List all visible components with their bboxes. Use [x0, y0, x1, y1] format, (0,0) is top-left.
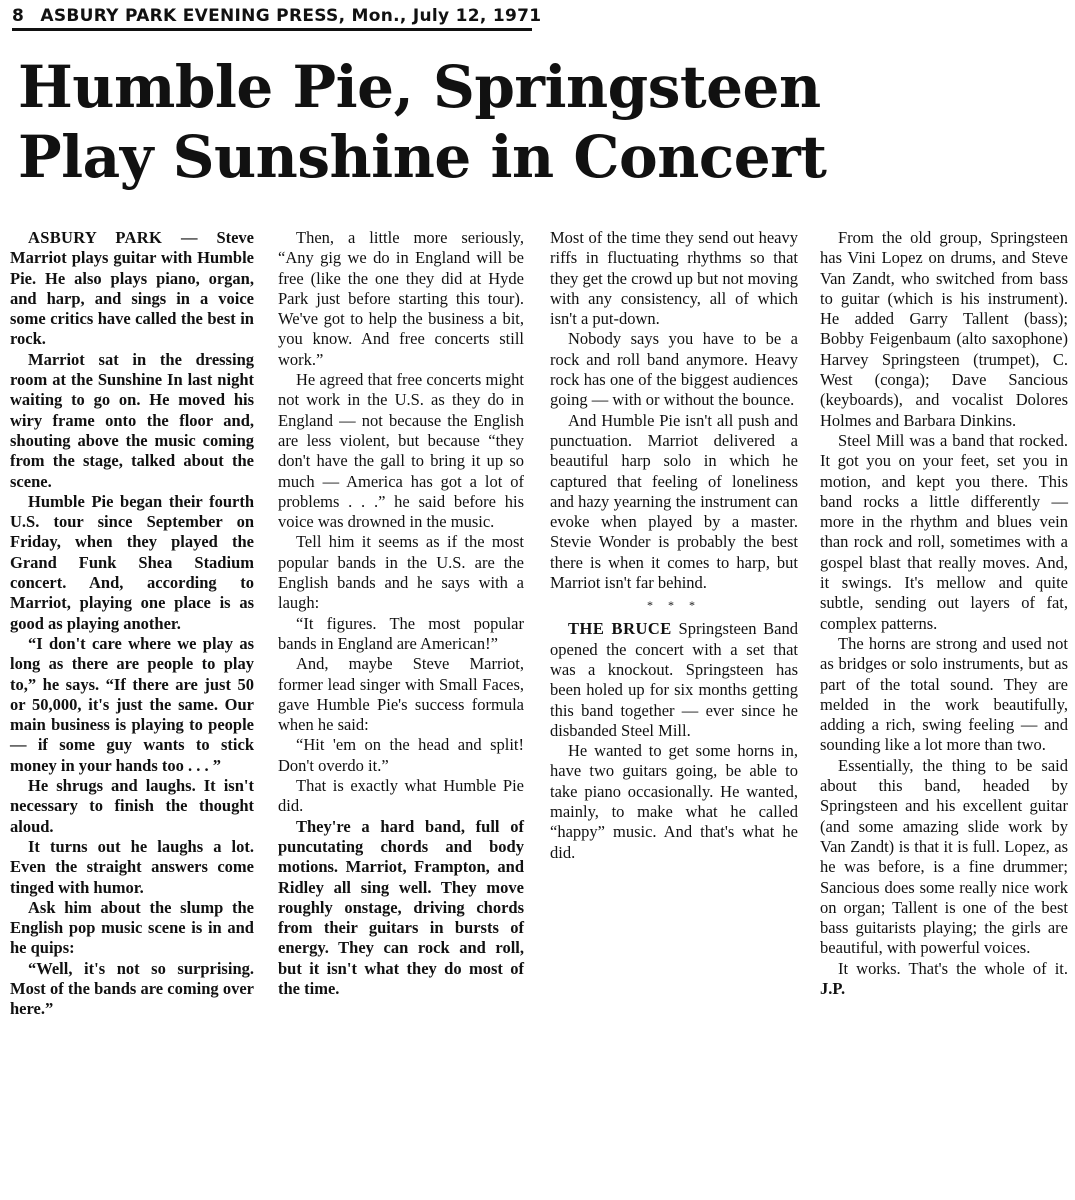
- newspaper-name: ASBURY PARK EVENING PRESS,: [40, 6, 346, 26]
- issue-date: Mon., July 12, 1971: [351, 6, 542, 26]
- byline-initials: J.P.: [820, 978, 846, 998]
- masthead: [12, 6, 542, 31]
- paragraph: The horns are strong and used not as bridges or solo instruments, but as part of the total sound. They are melded in the work beautifully, adding a rich, swing feeling — and sounding like a lot more than two.: [820, 633, 1068, 755]
- paragraph: He agreed that free concerts might not work in the U.S. as they do in England — not because the English are less violent, but because “they don't have the gall to bring it up so much — America has got a lot of problems . . .” he said before his voice was drowned in the music.: [278, 370, 524, 532]
- section-kicker: THE BRUCE: [568, 619, 672, 639]
- article-column-4: [820, 228, 1068, 999]
- paragraph: And Humble Pie isn't all push and punctuation. Marriot delivered a beautiful harp solo in which he captured that feeling of loneliness and hazy yearning the instrument can evoke when played by a master. Stevie Wonder is probably the best there is when it comes to harp, but Marriot isn't far behind.: [550, 410, 798, 593]
- paragraph: ASBURY PARK — Steve Marriot plays guitar with Humble Pie. He also plays piano, organ, and harp, and sings in a voice some critics have called the best in rock.: [10, 228, 255, 349]
- paragraph: Most of the time they send out heavy riffs in fluctuating rhythms so that they get the crowd up but not moving with any consistency, all of which isn't a put-down.: [550, 228, 798, 329]
- paragraph: It works. That's the whole of it. J.P.: [820, 958, 1068, 998]
- paragraph: Then, a little more seriously, “Any gig we do in England will be free (like the one they did at Hyde Park just before starting this tour). We've got to help the business a bit, you know. And free concerts still work.”: [278, 228, 524, 369]
- paragraph: He shrugs and laughs. It isn't necessary to finish the thought aloud.: [10, 776, 254, 836]
- section-break-stars: * * *: [647, 598, 701, 613]
- paragraph: He wanted to get some horns in, have two guitars going, be able to take piano occasionally. He wanted, mainly, to make what he called “happy” music. And that's what he did.: [550, 741, 798, 862]
- paragraph: “Hit 'em on the head and split! Don't overdo it.”: [278, 735, 524, 775]
- paragraph: It turns out he laughs a lot. Even the straight answers come tinged with humor.: [10, 836, 254, 897]
- paragraph: THE BRUCE Springsteen Band opened the concert with a set that was a knockout. Springsteen has been holed up for six months getting this band together — ever since he disbanded Steel Mill.: [550, 619, 798, 740]
- paragraph: Essentially, the thing to be said about this band, headed by Springsteen and his excellent guitar (and some amazing slide work by Van Zandt) is that it is full. Lopez, as he was before, is a fine drummer; Sancious does some really nice work on organ; Tallent is one of the best bass guitarists playing; the girls are beautiful, with powerful voices.: [820, 755, 1068, 958]
- paragraph: Tell him it seems as if the most popular bands in the U.S. are the English bands and he says with a laugh:: [278, 532, 524, 613]
- paragraph: Steel Mill was a band that rocked. It got you on your feet, set you in motion, and kept you there. This band rocks a little differently — more in the rhythm and blues vein than rock and roll, sometimes with a gospel blast that really moves. And, it swings. It's mellow and quite subtle, sending out layers of fat, complex patterns.: [820, 430, 1068, 633]
- paragraph: That is exactly what Humble Pie did.: [278, 776, 524, 816]
- headline-line-2: Play Sunshine in Concert: [18, 123, 827, 191]
- paragraph: Ask him about the slump the English pop music scene is in and he quips:: [10, 897, 254, 958]
- paragraph: From the old group, Springsteen has Vini Lopez on drums, and Steve Van Zandt, who switched from bass to guitar (which is his instrument). He added Garry Tallent (bass); Bobby Feigenbaum (alto saxophone) Harvey Springsteen (trumpet), C. West (conga); Dave Sancious (keyboards), and vocalist Dolores Holmes and Barbara Dinkins.: [820, 228, 1068, 430]
- headline: [18, 52, 1058, 192]
- paragraph: Marriot sat in the dressing room at the Sunshine In last night waiting to go on. He moved his wiry frame onto the floor and, shouting above the music coming from the stage, talked about the scene.: [10, 349, 254, 491]
- dateline: ASBURY PARK —: [28, 228, 198, 247]
- article-column-1: [10, 228, 254, 1020]
- paragraph: “I don't care where we play as long as there are people to play to,” he says. “If there are just 50 or 50,000, it's just the same. Our main business is playing to people — if some guy wants to stick money in your hands too . . . ”: [10, 633, 254, 775]
- paragraph: Nobody says you have to be a rock and roll band anymore. Heavy rock has one of the biggest audiences going — with or without the bounce.: [550, 329, 798, 410]
- paragraph: And, maybe Steve Marriot, former lead singer with Small Faces, gave Humble Pie's success formula when he said:: [278, 654, 524, 735]
- headline-line-1: Humble Pie, Springsteen: [18, 53, 821, 121]
- paragraph: “It figures. The most popular bands in England are American!”: [278, 613, 524, 653]
- article-column-3: [550, 228, 798, 863]
- page-number: 8: [12, 6, 25, 26]
- paragraph: Humble Pie began their fourth U.S. tour since September on Friday, when they played the Grand Funk Shea Stadium concert. And, according to Marriot, playing one place is as good as playing another.: [10, 491, 254, 633]
- paragraph: They're a hard band, full of puncutating chords and body motions. Marriot, Frampton, and Ridley all sing well. They move roughly onstage, driving chords from their guitars in bursts of energy. They can rock and roll, but it isn't what they do most of the time.: [278, 816, 524, 998]
- article-column-2: [278, 228, 524, 999]
- paragraph: “Well, it's not so surprising. Most of the bands are coming over here.”: [10, 958, 254, 1019]
